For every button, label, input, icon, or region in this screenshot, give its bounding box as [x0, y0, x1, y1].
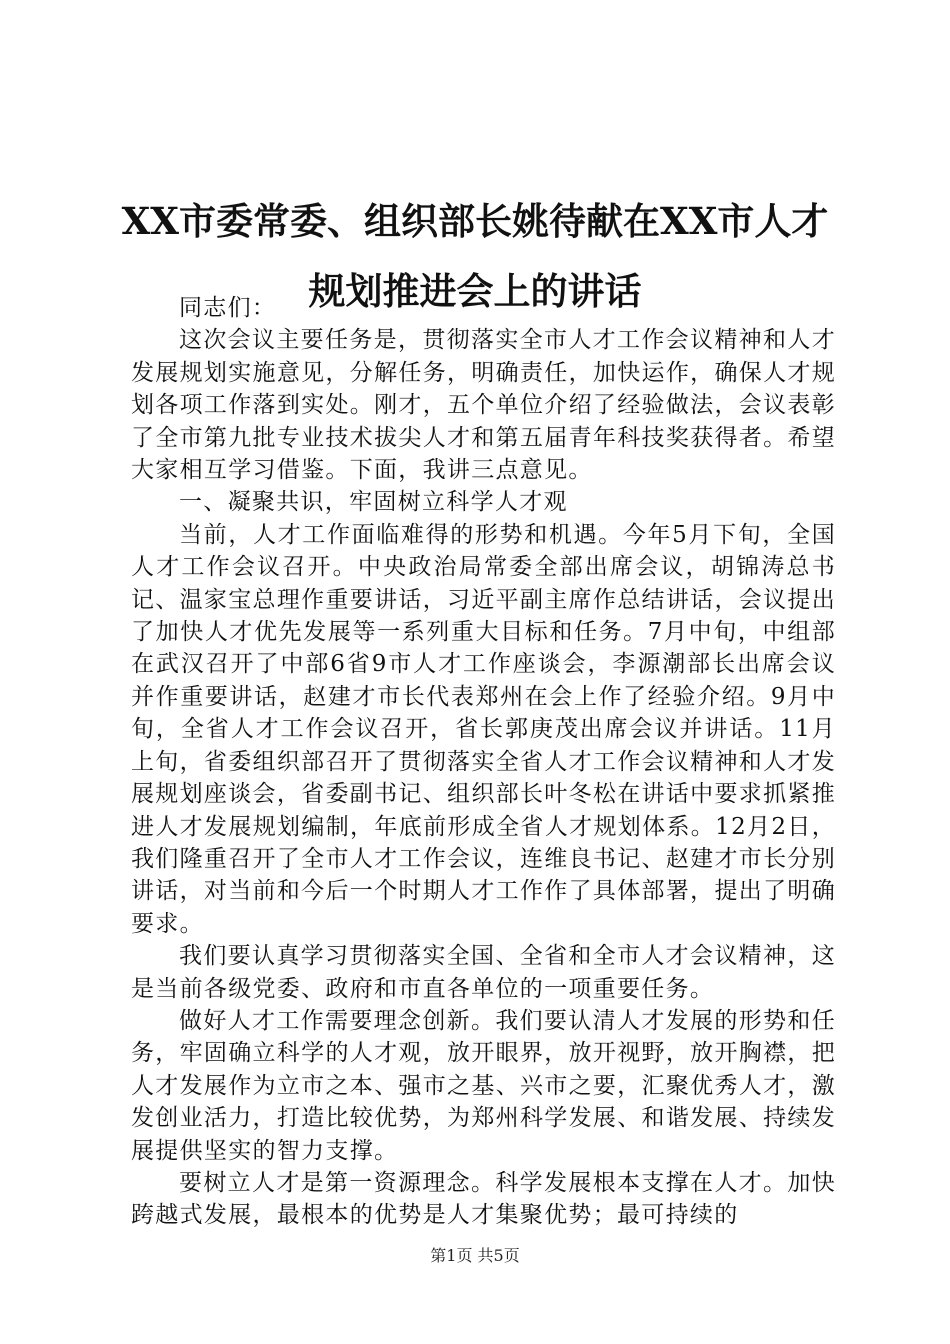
body-paragraph: 做好人才工作需要理念创新。我们要认清人才发展的形势和任务，牢固确立科学的人才观，放开眼界，放开视野，放开胸襟，把人才发展作为立市之本、强市之基、兴市之要，汇聚优秀人才，激发创业活力，打造比较优势，为郑州科学发展、和谐发展、持续发展提供坚实的智力支撑。 [131, 1007, 836, 1164]
document-title: XX市委常委、组织部长姚待献在XX市人才规划推进会上的讲话 [121, 199, 829, 313]
section-heading: 一、凝聚共识，牢固树立科学人才观 [179, 489, 568, 516]
body-paragraph: 当前，人才工作面临难得的形势和机遇。今年5月下旬，全国人才工作会议召开。中央政治局常委全部出席会议，胡锦涛总书记、温家宝总理作重要讲话，习近平副主席作总结讲话，会议提出了加快人才优先发展等一系列重大目标和任务。7月中旬，中组部在武汉召开了中部6省9市人才工作座谈会，李源潮部长出席会议并作重要讲话，赵建才市长代表郑州在会上作了经验介绍。9月中旬，全省人才工作会议召开，省长郭庚茂出席会议并讲话。11月上旬，省委组织部召开了贯彻落实全省人才工作会议精神和人才发展规划座谈会，省委副书记、组织部长叶冬松在讲话中要求抓紧推进人才发展规划编制，年底前形成全省人才规划体系。12月2日，我们隆重召开了全市人才工作会议，连维良书记、赵建才市长分别讲话，对当前和今后一个时期人才工作作了具体部署，提出了明确要求。 [131, 521, 836, 937]
body-paragraph: 我们要认真学习贯彻落实全国、全省和全市人才会议精神，这是当前各级党委、政府和市直各单位的一项重要任务。 [131, 943, 836, 1002]
body-paragraph: 这次会议主要任务是，贯彻落实全市人才工作会议精神和人才发展规划实施意见，分解任务，明确责任，加快运作，确保人才规划各项工作落到实处。刚才，五个单位介绍了经验做法，会议表彰了全市第九批专业技术拔尖人才和第五届青年科技奖获得者。希望大家相互学习借鉴。下面，我讲三点意见。 [131, 327, 836, 484]
salutation-paragraph: 同志们： [179, 295, 277, 321]
document-body [131, 292, 836, 1232]
page-number-footer: 第1页 共5页 [430, 1246, 520, 1265]
body-paragraph: 要树立人才是第一资源理念。科学发展根本支撑在人才。加快跨越式发展，最根本的优势是人才集聚优势；最可持续的 [131, 1169, 836, 1229]
